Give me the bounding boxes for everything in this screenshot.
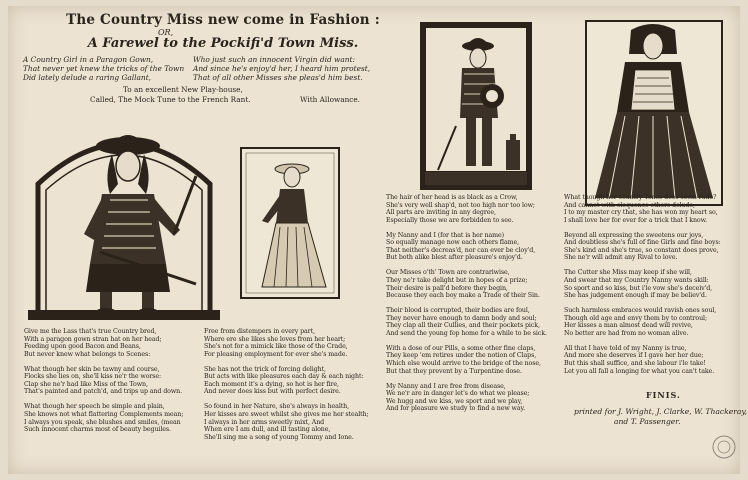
verse-line: I always you speak, she blushes and smiles, (mean	[24, 418, 181, 426]
verse-line: Their desire is pall'd before they begin,	[386, 284, 508, 292]
imprint-line-1: printed for J. Wright, J. Clarke, W. Thackeray,	[574, 407, 748, 416]
verse-line: She knows not what flattering Complements mean;	[24, 411, 184, 419]
verse-line: She's kind and she's true, so constant does prove,	[564, 246, 719, 254]
verse-line: Give me the Lass that's true Country bred,	[24, 328, 157, 335]
verse-line: We ne'r are in danger let's do what we please;	[386, 390, 530, 398]
verse-line: So sport and so kiss, but i'le vow she's deceiv'd,	[564, 284, 713, 292]
verse-line: Clap she ne'r had like Miss of the Town,	[24, 380, 148, 388]
intro-left	[23, 56, 184, 83]
verse-line	[386, 262, 562, 270]
verse-column-4	[564, 194, 734, 375]
verse-line: My Nanny and I (for that is her name)	[386, 231, 505, 239]
verse-line: Such harmless embraces would ravish ones soul,	[564, 307, 717, 315]
verse-line: She's not for a mimick like those of the Crade,	[204, 343, 348, 351]
verse-line: What though her country Tones does seem rude?	[564, 194, 717, 201]
verse-line: All parts are inviting in any degree,	[386, 209, 496, 217]
verse-line: With a paragon gown stran hat on her head;	[24, 335, 162, 343]
verse-column-3	[386, 194, 562, 413]
woodcut-gallant	[420, 22, 532, 190]
verse-line: Which else would arrive to the bridge of the nose,	[386, 360, 541, 368]
verse-line: But never knew what belongs to Scenes:	[24, 350, 151, 358]
verse-line: That neither's decreas'd, nor can ever be cloy'd,	[386, 246, 536, 254]
intro-line: That never yet knew the tricks of the Town	[23, 63, 185, 73]
verse-line: I always in her arms sweetly mixt, And	[204, 418, 325, 426]
verse-line	[564, 300, 734, 308]
verse-line: And send the young fop home for a while to be sick.	[386, 329, 547, 337]
verse-line: Her kisses are sweet whilst she gives me her stealth;	[204, 411, 369, 419]
verse-line: They clap all their Cullies, and their pockets pick,	[386, 322, 540, 330]
verse-line	[204, 396, 390, 404]
intro-line: Did lately delude a raring Gallant,	[23, 72, 152, 82]
verse-line	[24, 358, 204, 366]
verse-line: Their blood is corrupted, their bodies are foul,	[386, 307, 530, 315]
intro-line: And since he's enjoy'd her, I heard him protest,	[193, 63, 371, 73]
verse-line: But acts with like pleasures each day & each night:	[204, 373, 364, 381]
finis: FINIS.	[646, 390, 681, 400]
verse-line: They never have enough to damn body and soul;	[386, 314, 537, 322]
verse-line	[24, 396, 204, 404]
verse-line: Such innocent charms most of beauty beguiles.	[24, 426, 171, 434]
verse-line: I to my master cry that, she has won my heart so,	[564, 209, 718, 217]
verse-line: And more she deserves if I gave her her due;	[564, 352, 704, 360]
verse-line: Though old age and envy them by to controul;	[564, 314, 707, 322]
intro-line: Who just such an innocent Virgin did want:	[193, 55, 355, 64]
verse-line: Feeding upon good Bacon and Beans,	[24, 343, 141, 351]
verse-line: Each moment it's a dying, so hot is her fire,	[204, 380, 339, 388]
verse-line: For pleasing employment for ever she's made.	[204, 350, 348, 358]
verse-line	[204, 358, 390, 366]
verse-line: So found in her Nature, she's always in health,	[204, 403, 350, 411]
verse-line: Free from distempers in every part,	[204, 328, 315, 335]
verse-line: Where ere she likes she loves from her heart;	[204, 335, 346, 343]
verse-line: Because they each boy make a Trade of their Sin.	[386, 292, 540, 300]
title-or: OR,	[158, 28, 174, 37]
verse-line: Let you all fall a longing for what you can't take.	[564, 367, 715, 375]
verse-line: And swear that my Country Nanny wants skill:	[564, 277, 709, 285]
woodcut-woman	[585, 20, 723, 206]
verse-line	[386, 375, 562, 383]
verse-line: The hair of her head is as black as a Crow,	[386, 194, 518, 201]
verse-line: The Cutter she Miss may keep if she will,	[564, 269, 692, 277]
verse-line: They ne'r take delight but in hopes of a prize;	[386, 277, 528, 285]
verse-line: Our Misses o'th' Town are contrariwise,	[386, 269, 510, 277]
imprint-line-2: and T. Passenger.	[614, 417, 681, 426]
title-line-2: A Farewel to the Pockifi'd Town Miss.	[87, 36, 359, 51]
library-stamp-icon	[711, 434, 737, 460]
verse-line: So equally manage now each others flame,	[386, 239, 520, 247]
verse-line: She ne'r will admit any Rival to love.	[564, 254, 678, 262]
intro-right	[193, 56, 370, 83]
verse-line: But that they prevent by a Turpentine dose.	[386, 367, 522, 375]
woodcut-lady	[240, 147, 340, 299]
verse-line: My Nanny and I are free from disease,	[386, 382, 506, 390]
verse-line: No better are had from no woman alive.	[564, 329, 689, 337]
verse-line: Beyond all expressing the sweetens our joys,	[564, 231, 704, 239]
verse-line: She's very well shap'd, not too high nor too low;	[386, 201, 535, 209]
verse-line	[386, 300, 562, 308]
allowance: With Allowance.	[300, 95, 361, 104]
verse-line: And for pleasure we study to find a new way.	[386, 405, 525, 413]
intro-line: That of all other Misses she pleas'd him best.	[193, 72, 363, 82]
verse-line	[564, 224, 734, 232]
verse-line	[386, 337, 562, 345]
verse-line: She has not the trick of forcing delight,	[204, 365, 326, 373]
verse-line: Especially those we are forbidden to see.	[386, 216, 514, 224]
woodcut-cavalier	[24, 124, 224, 320]
verse-line: Her kisses a man almost dead will revive,	[564, 322, 693, 330]
verse-line: And doubtless she's full of fine Girls and fine boys:	[564, 239, 721, 247]
verse-line: They keep 'em retires under the notion of Claps,	[386, 352, 537, 360]
verse-line: All that I have told of my Nanny is true,	[564, 344, 687, 352]
broadside-sheet	[8, 6, 748, 474]
verse-line: When ere I am dull, and ill tasting alone,	[204, 426, 331, 434]
verse-line: And never does kiss but with perfect desire.	[204, 388, 341, 396]
verse-line: And cannot with eloquence others delude,	[564, 201, 695, 209]
verse-line	[386, 224, 562, 232]
verse-line: What though her speech be simple and plain,	[24, 403, 165, 411]
verse-line: Flocks she lies on, she'll kiss ne'r the worse:	[24, 373, 162, 381]
verse-line: She has judgement enough if may be believ'd.	[564, 292, 707, 300]
verse-line	[564, 262, 734, 270]
tune-line-2: Called, The Mock Tune to the French Rant.	[90, 95, 251, 104]
verse-line: But this shall suffice, and she labour i'le take!	[564, 360, 706, 368]
verse-line: I shall love her for ever for a trick that I know.	[564, 216, 708, 224]
verse-line: She'll sing me a song of young Tommy and Ione.	[204, 433, 354, 441]
tune-line-1: To an excellent New Play-house,	[123, 85, 243, 94]
verse-line: That's painted and patch'd, and trips up and down.	[24, 388, 183, 396]
verse-line: We hugg and we kiss, we sport and we play,	[386, 397, 523, 405]
verse-line: But both alike blest after pleasure's enjoy'd.	[386, 254, 523, 262]
title-line-1: The Country Miss new come in Fashion :	[66, 12, 380, 28]
verse-line	[564, 337, 734, 345]
verse-column-1	[24, 328, 204, 434]
verse-column-2	[204, 328, 390, 441]
verse-line: With a dose of our Pills, a some other fine claps,	[386, 344, 536, 352]
verse-line: What though her skin be tawny and course,	[24, 365, 160, 373]
intro-line: A Country Girl in a Paragon Gown,	[23, 55, 154, 64]
